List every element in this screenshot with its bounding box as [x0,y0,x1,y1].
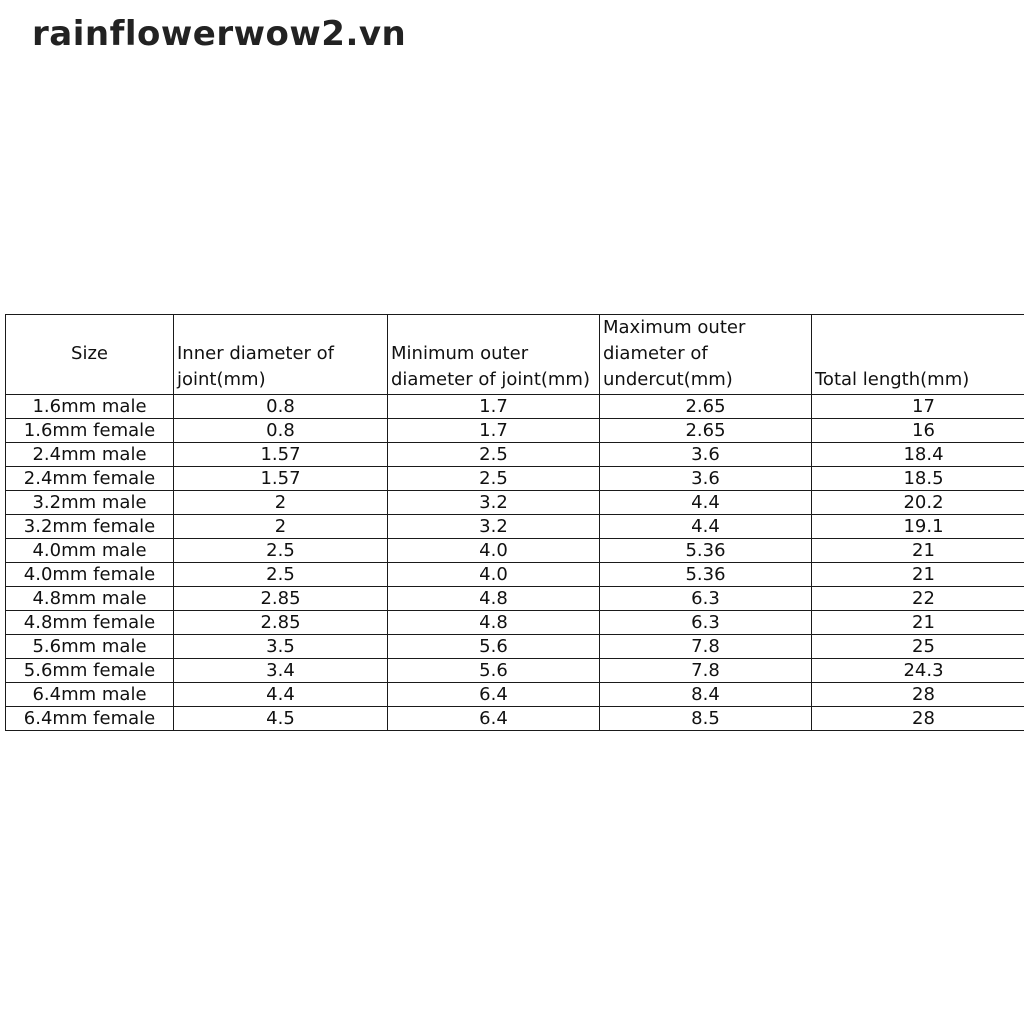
inner-diameter-cell: 1.57 [174,443,388,467]
max-outer-diameter-cell: 2.65 [600,395,812,419]
size-cell: 5.6mm female [6,659,174,683]
max-outer-diameter-cell: 5.36 [600,539,812,563]
min-outer-diameter-cell: 2.5 [388,443,600,467]
inner-diameter-cell: 2.5 [174,539,388,563]
table-row [6,515,1024,539]
total-length-cell: 18.5 [812,467,1024,491]
header-size: Size [6,315,174,395]
inner-diameter-cell: 2.85 [174,587,388,611]
total-length-cell: 19.1 [812,515,1024,539]
size-cell: 3.2mm male [6,491,174,515]
min-outer-diameter-cell: 3.2 [388,515,600,539]
inner-diameter-cell: 4.5 [174,707,388,731]
total-length-cell: 17 [812,395,1024,419]
size-cell: 2.4mm female [6,467,174,491]
table-row [6,659,1024,683]
inner-diameter-cell: 4.4 [174,683,388,707]
min-outer-diameter-cell: 4.8 [388,587,600,611]
table-row [6,587,1024,611]
table-header-row [6,315,1024,395]
size-cell: 4.0mm female [6,563,174,587]
table-row [6,707,1024,731]
max-outer-diameter-cell: 3.6 [600,443,812,467]
min-outer-diameter-cell: 1.7 [388,395,600,419]
size-cell: 4.8mm male [6,587,174,611]
size-cell: 1.6mm male [6,395,174,419]
inner-diameter-cell: 2.5 [174,563,388,587]
table-row [6,443,1024,467]
min-outer-diameter-cell: 6.4 [388,707,600,731]
header-total-length: Total length(mm) [812,315,1024,395]
size-cell: 4.8mm female [6,611,174,635]
inner-diameter-cell: 0.8 [174,419,388,443]
min-outer-diameter-cell: 4.0 [388,563,600,587]
size-cell: 2.4mm male [6,443,174,467]
max-outer-diameter-cell: 7.8 [600,635,812,659]
total-length-cell: 21 [812,563,1024,587]
inner-diameter-cell: 3.5 [174,635,388,659]
min-outer-diameter-cell: 4.8 [388,611,600,635]
table-body [6,395,1024,731]
total-length-cell: 18.4 [812,443,1024,467]
max-outer-diameter-cell: 8.4 [600,683,812,707]
watermark-text: rainflowerwow2.vn [32,14,407,54]
inner-diameter-cell: 3.4 [174,659,388,683]
max-outer-diameter-cell: 8.5 [600,707,812,731]
total-length-cell: 20.2 [812,491,1024,515]
table-row [6,635,1024,659]
total-length-cell: 21 [812,539,1024,563]
inner-diameter-cell: 2.85 [174,611,388,635]
inner-diameter-cell: 2 [174,491,388,515]
total-length-cell: 16 [812,419,1024,443]
max-outer-diameter-cell: 2.65 [600,419,812,443]
header-inner-diameter: Inner diameter of joint(mm) [174,315,388,395]
min-outer-diameter-cell: 1.7 [388,419,600,443]
table-row [6,467,1024,491]
table-row [6,395,1024,419]
total-length-cell: 28 [812,683,1024,707]
max-outer-diameter-cell: 3.6 [600,467,812,491]
max-outer-diameter-cell: 5.36 [600,563,812,587]
table-row [6,491,1024,515]
size-cell: 6.4mm male [6,683,174,707]
min-outer-diameter-cell: 6.4 [388,683,600,707]
table-row [6,563,1024,587]
max-outer-diameter-cell: 7.8 [600,659,812,683]
size-cell: 4.0mm male [6,539,174,563]
total-length-cell: 24.3 [812,659,1024,683]
min-outer-diameter-cell: 4.0 [388,539,600,563]
size-cell: 6.4mm female [6,707,174,731]
inner-diameter-cell: 0.8 [174,395,388,419]
table-row [6,419,1024,443]
size-cell: 3.2mm female [6,515,174,539]
total-length-cell: 28 [812,707,1024,731]
max-outer-diameter-cell: 6.3 [600,611,812,635]
min-outer-diameter-cell: 5.6 [388,659,600,683]
min-outer-diameter-cell: 3.2 [388,491,600,515]
header-min-outer-diameter: Minimum outer diameter of joint(mm) [388,315,600,395]
spec-table [5,314,1024,731]
table-row [6,683,1024,707]
max-outer-diameter-cell: 6.3 [600,587,812,611]
table-row [6,611,1024,635]
total-length-cell: 22 [812,587,1024,611]
min-outer-diameter-cell: 5.6 [388,635,600,659]
max-outer-diameter-cell: 4.4 [600,491,812,515]
max-outer-diameter-cell: 4.4 [600,515,812,539]
total-length-cell: 21 [812,611,1024,635]
table-row [6,539,1024,563]
header-max-outer-diameter: Maximum outer diameter of undercut(mm) [600,315,812,395]
size-cell: 5.6mm male [6,635,174,659]
size-cell: 1.6mm female [6,419,174,443]
total-length-cell: 25 [812,635,1024,659]
inner-diameter-cell: 1.57 [174,467,388,491]
min-outer-diameter-cell: 2.5 [388,467,600,491]
inner-diameter-cell: 2 [174,515,388,539]
